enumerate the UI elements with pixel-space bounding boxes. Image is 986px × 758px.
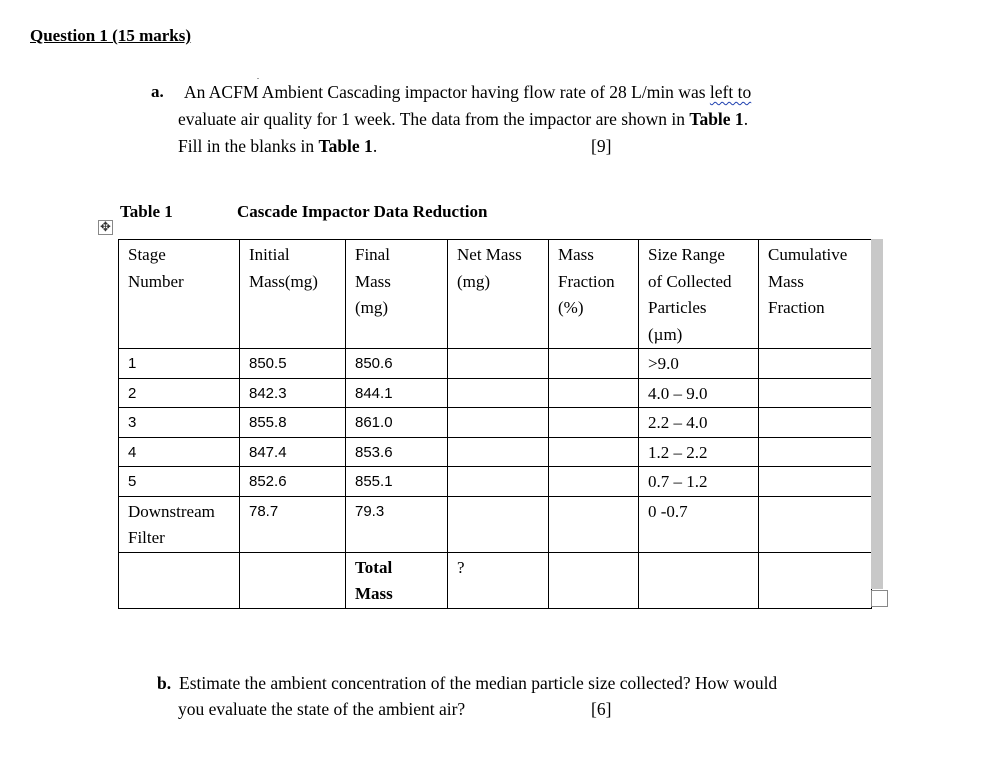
part-b-line-1: Estimate the ambient concentration of the median particle size collected? How would — [179, 673, 778, 693]
header-text: Number — [128, 271, 184, 291]
header-text: (µm) — [648, 324, 683, 344]
table-row-filter — [119, 496, 872, 552]
cell-size[interactable]: 2.2 – 4.0 — [639, 408, 759, 438]
header-text: Fraction — [768, 298, 825, 317]
header-text: Mass — [768, 271, 804, 291]
header-text: (%) — [558, 298, 584, 317]
part-b-label: b. — [157, 673, 172, 693]
header-text: Stage — [128, 245, 166, 264]
cell-stage[interactable] — [119, 496, 240, 552]
header-text: Mass(mg) — [249, 271, 318, 291]
cell-net[interactable] — [448, 496, 549, 552]
cell-empty[interactable] — [639, 552, 759, 608]
header-text: Cumulative — [768, 245, 848, 264]
cell-empty[interactable] — [759, 552, 872, 608]
part-a-line-2-text: evaluate air quality for 1 week. The data from the impactor are shown in — [178, 109, 690, 129]
total-text: Mass — [355, 584, 393, 603]
cell-initial[interactable]: 852.6 — [240, 467, 346, 497]
cell-cumulative[interactable] — [759, 408, 872, 438]
cell-final[interactable]: 79.3 — [346, 496, 448, 552]
part-a-line-2 — [178, 109, 748, 130]
header-text: Final — [355, 245, 390, 264]
table-ref-bold: Table 1 — [318, 136, 373, 156]
cell-fraction[interactable] — [549, 349, 639, 379]
cell-stage[interactable]: 4 — [119, 437, 240, 467]
part-a-marks: [9] — [591, 136, 612, 156]
table-row — [119, 408, 872, 438]
cell-initial[interactable]: 78.7 — [240, 496, 346, 552]
cell-total-label[interactable] — [346, 552, 448, 608]
total-text: Total — [355, 557, 393, 577]
table-header-row — [119, 240, 872, 349]
table-caption: Cascade Impactor Data Reduction — [237, 202, 488, 221]
cell-size[interactable]: 1.2 – 2.2 — [639, 437, 759, 467]
cell-fraction[interactable] — [549, 437, 639, 467]
cell-stage[interactable]: 5 — [119, 467, 240, 497]
table-move-handle-icon[interactable]: ✥ — [98, 220, 113, 235]
part-b-marks: [6] — [591, 699, 612, 719]
header-text: Initial — [249, 245, 290, 264]
cell-empty[interactable] — [119, 552, 240, 608]
data-table — [118, 239, 872, 609]
header-text: (mg) — [457, 271, 491, 291]
table-edge-strip — [871, 239, 883, 589]
table-row — [119, 437, 872, 467]
cell-fraction[interactable] — [549, 408, 639, 438]
cell-net[interactable] — [448, 467, 549, 497]
part-a-line-3-text: Fill in the blanks in — [178, 136, 319, 156]
cell-size[interactable]: 0.7 – 1.2 — [639, 467, 759, 497]
header-text: of Collected — [648, 271, 732, 291]
table-row-total — [119, 552, 872, 608]
header-size-range[interactable] — [639, 240, 759, 349]
table-row — [119, 349, 872, 379]
stray-dot: . — [257, 72, 259, 81]
cell-initial[interactable]: 855.8 — [240, 408, 346, 438]
cell-total-net[interactable]: ? — [448, 552, 549, 608]
part-a-line-1 — [184, 82, 751, 103]
table-ref-bold: Table 1 — [689, 109, 744, 129]
period: . — [372, 136, 378, 156]
question-heading: Question 1 (15 marks) — [30, 26, 192, 45]
cell-cumulative[interactable] — [759, 496, 872, 552]
header-text: (mg) — [355, 298, 389, 317]
header-stage[interactable] — [119, 240, 240, 349]
cell-cumulative[interactable] — [759, 467, 872, 497]
cell-net[interactable] — [448, 408, 549, 438]
table-row — [119, 378, 872, 408]
cell-initial[interactable]: 850.5 — [240, 349, 346, 379]
header-net-mass[interactable] — [448, 240, 549, 349]
table-label: Table 1 — [120, 202, 173, 221]
part-b-line-2: you evaluate the state of the ambient air? — [178, 699, 466, 719]
cell-empty[interactable] — [240, 552, 346, 608]
part-a-line-3 — [178, 136, 377, 157]
header-text: Mass — [558, 245, 594, 264]
cell-initial[interactable]: 842.3 — [240, 378, 346, 408]
table-resize-handle-icon[interactable] — [871, 590, 888, 607]
header-initial[interactable] — [240, 240, 346, 349]
stage-text: Filter — [128, 528, 165, 547]
cell-stage[interactable]: 3 — [119, 408, 240, 438]
cell-net[interactable] — [448, 349, 549, 379]
cell-initial[interactable]: 847.4 — [240, 437, 346, 467]
cell-stage[interactable]: 2 — [119, 378, 240, 408]
stage-text: Downstream — [128, 501, 215, 521]
cell-fraction[interactable] — [549, 496, 639, 552]
part-a-label: a. — [151, 82, 164, 101]
cell-cumulative[interactable] — [759, 437, 872, 467]
cell-fraction[interactable] — [549, 467, 639, 497]
cell-size[interactable]: 4.0 – 9.0 — [639, 378, 759, 408]
cell-empty[interactable] — [549, 552, 639, 608]
spelling-flagged-text[interactable]: left to — [709, 82, 752, 102]
header-text: Fraction — [558, 271, 615, 291]
part-a-line-1-text: An ACFM Ambient Cascading impactor having flow rate of 28 L/min was — [184, 82, 710, 102]
header-text: Particles — [648, 298, 707, 317]
table-row — [119, 467, 872, 497]
cell-stage[interactable]: 1 — [119, 349, 240, 379]
cell-net[interactable] — [448, 437, 549, 467]
cell-final[interactable]: 855.1 — [346, 467, 448, 497]
header-mass-fraction[interactable] — [549, 240, 639, 349]
cell-size[interactable]: >9.0 — [639, 349, 759, 379]
header-text: Net Mass — [457, 245, 522, 264]
header-cumulative[interactable] — [759, 240, 872, 349]
cell-final[interactable]: 853.6 — [346, 437, 448, 467]
header-text: Mass — [355, 271, 391, 291]
header-text: Size Range — [648, 245, 725, 264]
cell-cumulative[interactable] — [759, 378, 872, 408]
cell-size[interactable]: 0 -0.7 — [639, 496, 759, 552]
cell-final[interactable]: 850.6 — [346, 349, 448, 379]
cell-fraction[interactable] — [549, 378, 639, 408]
cell-final[interactable]: 844.1 — [346, 378, 448, 408]
cell-final[interactable]: 861.0 — [346, 408, 448, 438]
cell-cumulative[interactable] — [759, 349, 872, 379]
period: . — [743, 109, 749, 129]
header-final[interactable] — [346, 240, 448, 349]
cell-net[interactable] — [448, 378, 549, 408]
